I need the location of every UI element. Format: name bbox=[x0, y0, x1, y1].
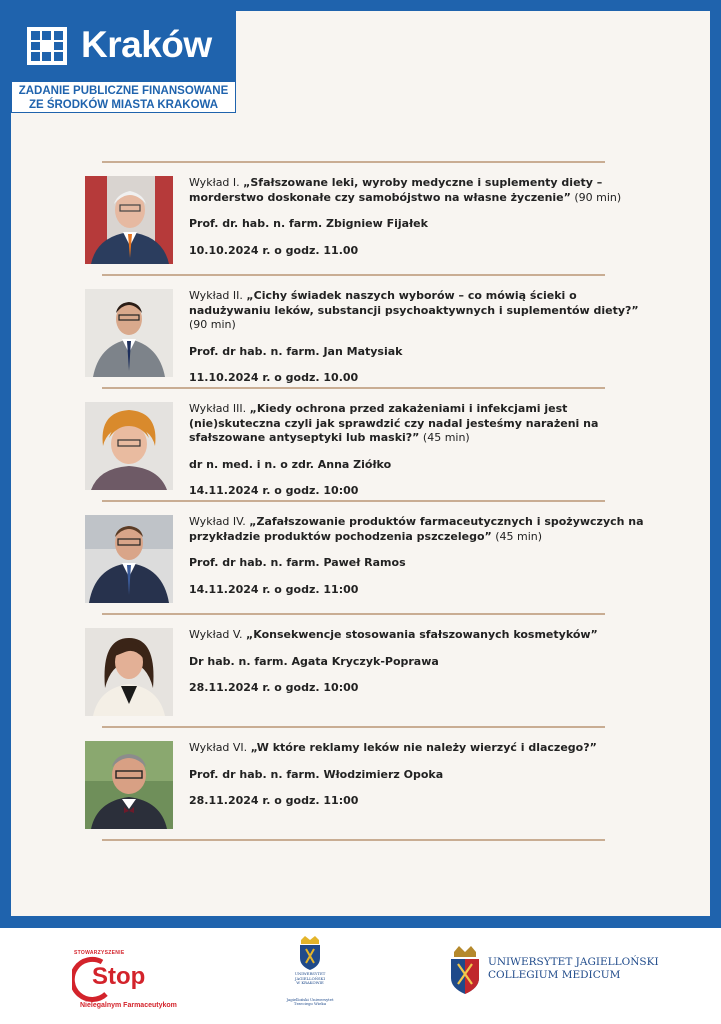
uj-crest-icon bbox=[298, 936, 322, 970]
lecture-speaker: Dr hab. n. farm. Agata Kryczyk-Poprawa bbox=[189, 654, 439, 668]
stop-caption: Nielegalnym Farmaceutykom bbox=[80, 1002, 177, 1009]
speaker-photo bbox=[85, 741, 173, 829]
lecture-speaker: Prof. dr hab. n. farm. Włodzimierz Opoka bbox=[189, 767, 444, 781]
separator bbox=[102, 274, 605, 276]
krakow-emblem-icon bbox=[27, 27, 67, 65]
uj-text-2: JAGIELLOŃSKI bbox=[295, 975, 325, 981]
funding-note-line2: ZE ŚRODKÓW MIASTA KRAKOWA bbox=[28, 99, 219, 111]
separator bbox=[102, 613, 605, 615]
lecture-info bbox=[189, 289, 649, 386]
speaker-photo bbox=[85, 289, 173, 377]
ujcm-line2: COLLEGIUM MEDICUM bbox=[488, 969, 621, 981]
lecture-title: Wykład III. „Kiedy ochrona przed zakażeniami i infekcjami jest (nie)skuteczna czyli jak sprawdzić czy nadal jesteśmy narażeni na sfałszowane antyseptyki lub maski?” (45 min) bbox=[189, 402, 599, 444]
uj-third-age-logo bbox=[278, 936, 342, 1020]
lecture-date: 14.11.2024 r. o godz. 11:00 bbox=[189, 582, 359, 596]
separator bbox=[102, 726, 605, 728]
speaker-photo bbox=[85, 176, 173, 264]
lecture-info bbox=[189, 628, 649, 696]
lecture-speaker: Prof. dr. hab. n. farm. Zbigniew Fijałek bbox=[189, 217, 428, 230]
lecture-info bbox=[189, 515, 649, 597]
lecture-item bbox=[85, 628, 645, 716]
lecture-title: Wykład VI. „W które reklamy leków nie należy wierzyć i dlaczego?” bbox=[189, 741, 597, 754]
lecture-title: Wykład I. „Sfałszowane leki, wyroby medyczne i suplementy diety – morderstwo doskonałe czy samobójstwo na własne życzenie” (90 min) bbox=[189, 176, 622, 204]
lecture-item bbox=[85, 741, 645, 829]
footer-logos bbox=[0, 928, 721, 1024]
lecture-info bbox=[189, 402, 649, 499]
speaker-photo bbox=[85, 402, 173, 490]
separator bbox=[102, 387, 605, 389]
uj-text-4: Jagielloński Uniwersytet bbox=[286, 996, 334, 1002]
uj-text-5: Trzeciego Wieku bbox=[293, 1001, 327, 1006]
lecture-date: 28.11.2024 r. o godz. 11:00 bbox=[189, 794, 359, 807]
ujcm-logo bbox=[448, 946, 658, 996]
lecture-date: 28.11.2024 r. o godz. 10:00 bbox=[189, 681, 359, 694]
lecture-item bbox=[85, 289, 645, 384]
separator bbox=[102, 161, 605, 163]
uj-text-1: UNIWERSYTET bbox=[294, 971, 326, 976]
funding-note-line1: ZADANIE PUBLICZNE FINANSOWANE bbox=[18, 85, 229, 97]
lecture-date: 14.11.2024 r. o godz. 10:00 bbox=[189, 484, 359, 497]
stop-word: Stop bbox=[92, 963, 146, 990]
lecture-speaker: dr n. med. i n. o zdr. Anna Ziółko bbox=[189, 457, 392, 471]
separator bbox=[102, 839, 605, 841]
ujcm-crest-icon bbox=[448, 946, 482, 994]
lecture-date: 10.10.2024 r. o godz. 11.00 bbox=[189, 243, 359, 257]
separator bbox=[102, 500, 605, 502]
speaker-photo bbox=[85, 628, 173, 716]
krakow-brand-text: Kraków bbox=[81, 24, 212, 65]
lecture-speaker: Prof. dr hab. n. farm. Paweł Ramos bbox=[189, 556, 406, 569]
uj-text-3: W KRAKOWIE bbox=[296, 980, 324, 985]
lecture-item bbox=[85, 402, 645, 497]
krakow-logo bbox=[11, 11, 236, 81]
stop-small-text: STOWARZYSZENIE bbox=[74, 950, 125, 956]
funding-note bbox=[11, 81, 236, 113]
ujcm-text bbox=[488, 956, 659, 982]
lecture-info bbox=[189, 741, 649, 809]
lecture-title: Wykład II. „Cichy świadek naszych wyborów – co mówią ścieki o nadużywaniu leków, substancji psychoaktywnych i suplementów diety?” (90 min) bbox=[189, 289, 639, 331]
lecture-item bbox=[85, 176, 645, 264]
ujcm-line1: UNIWERSYTET JAGIELLOŃSKI bbox=[488, 956, 659, 968]
lecture-info bbox=[189, 176, 649, 258]
lecture-date: 11.10.2024 r. o godz. 10.00 bbox=[189, 371, 359, 384]
lecture-title: Wykład IV. „Zafałszowanie produktów farmaceutycznych i spożywczych na przykładzie produktów pochodzenia pszczelego” (45 min) bbox=[189, 515, 644, 543]
lecture-speaker: Prof. dr hab. n. farm. Jan Matysiak bbox=[189, 344, 403, 358]
stop-association-logo bbox=[72, 950, 192, 1010]
lecture-item bbox=[85, 515, 645, 603]
speaker-photo bbox=[85, 515, 173, 603]
lecture-title: Wykład V. „Konsekwencje stosowania sfałszowanych kosmetyków” bbox=[189, 628, 598, 641]
